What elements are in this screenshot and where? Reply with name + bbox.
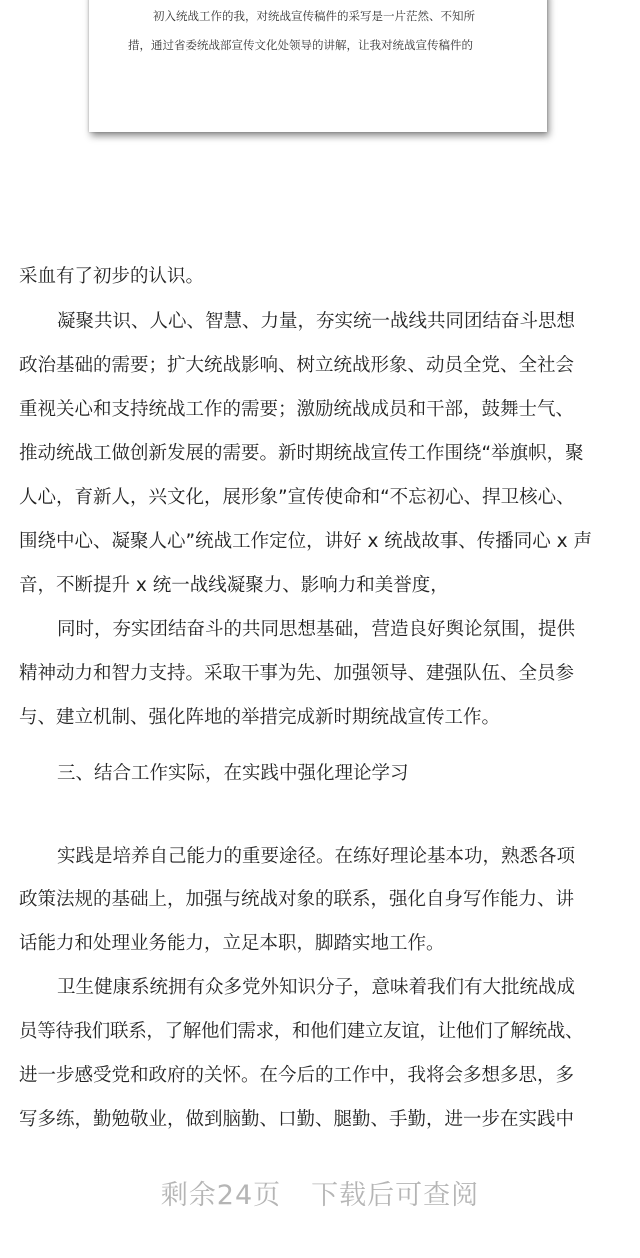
preview-text-line: 措，通过省委统战部宣传文化处领导的讲解，让我对统战宣传稿件的 [128,38,473,52]
paragraph-line: 人心，育新人，兴文化，展形象”宣传使命和“不忘初心、捍卫核心、 [19,487,575,508]
paragraph-line: 重视关心和支持统战工作的需要；激励统战成员和干部，鼓舞士气、 [19,399,575,420]
download-prompt-button[interactable] [0,1178,640,1214]
paragraph-line: 同时，夯实团结奋斗的共同思想基础，营造良好舆论氛围，提供 [57,619,576,640]
paragraph-line: 凝聚共识、人心、智慧、力量，夯实统一战线共同团结奋斗思想 [57,311,576,332]
download-to-view-label: 下载后可查阅 [311,1180,480,1211]
paragraph-line: 推动统战工做创新发展的需要。新时期统战宣传工作围绕“举旗帜，聚 [19,443,584,464]
remaining-pages-label: 剩余24页 [160,1180,282,1211]
paragraph-line: 政治基础的需要；扩大统战影响、树立统战形象、动员全党、全社会 [19,355,575,376]
section-heading: 三、结合工作实际，在实践中强化理论学习 [57,763,409,784]
paragraph-line: 与、建立机制、强化阵地的举措完成新时期统战宣传工作。 [19,707,501,728]
preview-text-line: 初入统战工作的我，对统战宣传稿件的采写是一片茫然、不知所 [153,9,475,23]
paragraph-line: 实践是培养自己能力的重要途径。在练好理论基本功，熟悉各项 [57,846,576,867]
paragraph-line: 进一步感受党和政府的关怀。在今后的工作中，我将会多想多思，多 [19,1065,575,1086]
paragraph-line: 精神动力和智力支持。采取干事为先、加强领导、建强队伍、全员参 [19,663,575,684]
paragraph-line: 员等待我们联系，了解他们需求，和他们建立友谊，让他们了解统战、 [19,1021,584,1042]
paragraph-line: 政策法规的基础上，加强与统战对象的联系，强化自身写作能力、讲 [19,889,575,910]
paragraph-line: 卫生健康系统拥有众多党外知识分子，意味着我们有大批统战成 [57,977,576,998]
paragraph-line: 写多练，勤勉敬业，做到脑勤、口勤、腿勤、手勤，进一步在实践中 [19,1109,575,1130]
paragraph-line: 话能力和处理业务能力，立足本职，脚踏实地工作。 [19,933,445,954]
paragraph-line: 音，不断提升 x 统一战线凝聚力、影响力和美誉度， [19,575,449,596]
paragraph-line: 围绕中心、凝聚人心”统战工作定位，讲好 x 统战故事、传播同心 x 声 [19,531,593,552]
paragraph-line: 采血有了初步的认识。 [19,266,205,287]
preview-page-card [89,0,547,132]
